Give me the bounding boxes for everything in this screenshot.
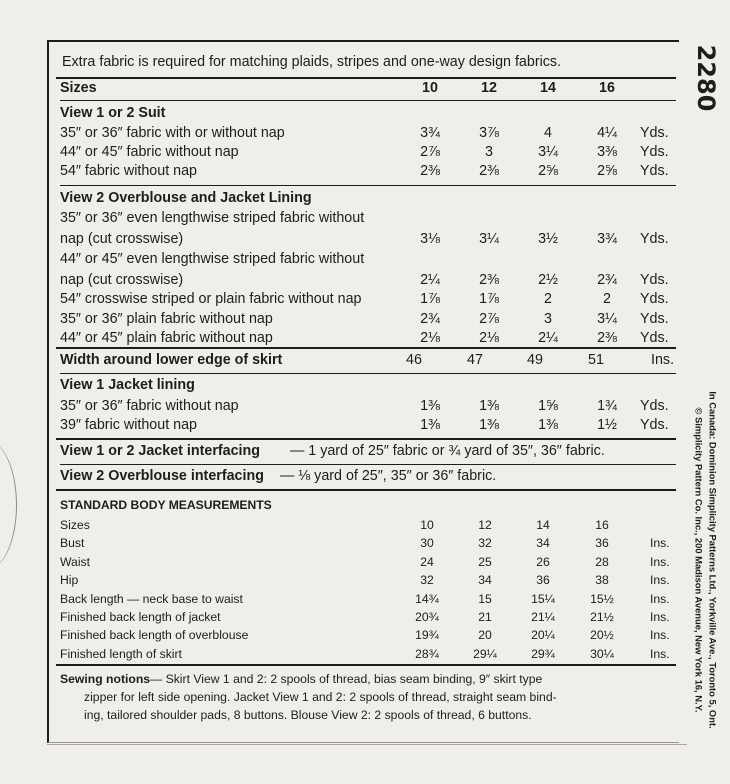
bottom-rule: [47, 744, 687, 745]
canada-line: In Canada: Dominion Simplicity Patterns Ltd., Yorkville Ave., Toronto 5, Ont.: [707, 391, 719, 729]
rule-interfacing2: [56, 489, 676, 491]
fabric-row-label: 54″ fabric without nap: [60, 163, 197, 179]
size-value: 47: [467, 352, 483, 368]
size-value: 32: [478, 536, 492, 551]
size-value: 15½: [590, 591, 614, 606]
size-value: 2⅜: [597, 330, 617, 346]
size-value: 34: [478, 573, 492, 588]
sizes-heading: Sizes: [60, 80, 97, 96]
fabric-row-label: 44″ or 45″ even lengthwise striped fabric without: [60, 250, 365, 267]
size-value: 14: [540, 80, 556, 96]
unit-yds: Yds.: [640, 310, 669, 327]
fabric-row-label: 35″ or 36″ fabric without nap: [60, 398, 239, 414]
size-value: 2⅜: [420, 163, 440, 179]
measurement-label: Hip: [60, 573, 79, 588]
size-value: 3¾: [597, 231, 617, 247]
rule-interfacing1: [60, 464, 676, 465]
size-value: 21½: [590, 610, 614, 624]
copyright-line: © Simplicity Pattern Co. Inc., 200 Madison Avenue, New York 16, N.Y.: [693, 407, 705, 713]
size-value: 20¼: [531, 628, 555, 643]
size-value: 49: [527, 352, 543, 368]
size-value: 2¼: [420, 271, 440, 288]
size-value: 14: [536, 518, 550, 532]
size-value: 38: [595, 573, 609, 588]
size-value: 2½: [538, 271, 558, 288]
size-value: 12: [481, 80, 497, 96]
notions-line: zipper for left side opening. Jacket View 1 and 2: 2 spools of thread, straight seam bind-: [84, 690, 557, 704]
size-value: 3⅛: [420, 231, 440, 247]
rule-top: [56, 77, 676, 79]
size-value: 21: [478, 610, 492, 624]
rule-body: [56, 664, 676, 666]
size-value: 30¼: [590, 646, 614, 661]
fabric-row-label: nap (cut crosswise): [60, 271, 184, 288]
size-value: 3¼: [597, 310, 617, 327]
size-value: 3¼: [479, 231, 499, 247]
unit-ins: Ins.: [650, 646, 670, 661]
size-value: 2⅛: [420, 330, 440, 346]
measurement-label: Finished length of skirt: [60, 646, 182, 661]
size-value: 2¼: [538, 330, 558, 346]
fabric-row-label: 44″ or 45″ plain fabric without nap: [60, 330, 273, 346]
unit-ins: Ins.: [650, 573, 670, 588]
size-value: 24: [420, 554, 434, 569]
unit-ins: Ins.: [650, 628, 670, 643]
size-value: 2: [544, 291, 552, 307]
unit-yds: Yds.: [640, 163, 669, 179]
envelope-curve: [0, 440, 17, 570]
size-value: 2⅝: [597, 163, 617, 179]
unit-yds: Yds.: [640, 398, 669, 414]
size-value: 1½: [597, 417, 617, 433]
fabric-row-label: 39″ fabric without nap: [60, 417, 197, 433]
fabric-row-label: 35″ or 36″ plain fabric without nap: [60, 310, 273, 327]
size-value: 3: [485, 144, 493, 160]
size-value: 25: [478, 554, 492, 569]
size-value: 28¾: [415, 646, 439, 661]
size-value: 20¾: [415, 610, 439, 624]
unit-ins: Ins.: [651, 352, 675, 368]
size-value: 2¾: [597, 271, 617, 288]
unit-ins: Ins.: [650, 554, 670, 569]
overblouse-interfacing-text: — ⅛ yard of 25″, 35″ or 36″ fabric.: [280, 468, 497, 484]
size-value: 29¼: [473, 646, 497, 661]
notions-line: — Skirt View 1 and 2: 2 spools of thread, bias seam binding, 9″ skirt type: [150, 672, 543, 686]
skirt-width-label: Width around lower edge of skirt: [60, 352, 283, 368]
body-measurements-heading: STANDARD BODY MEASUREMENTS: [60, 498, 272, 512]
size-value: 30: [420, 536, 434, 551]
size-value: 3½: [538, 231, 558, 247]
interfacing-text: — 1 yard of 25″ fabric or ¾ yard of 35″, 36″ fabric.: [290, 443, 605, 459]
unit-yds: Yds.: [640, 144, 669, 160]
size-value: 10: [420, 518, 434, 532]
unit-yds: Yds.: [640, 330, 669, 346]
unit-yds: Yds.: [640, 231, 669, 247]
measurement-label: Finished back length of overblouse: [60, 628, 249, 643]
rule-skirt: [60, 373, 676, 374]
size-value: 3: [544, 310, 552, 327]
size-value: 1⅝: [538, 398, 558, 414]
unit-yds: Yds.: [640, 125, 669, 141]
fabric-row-label: 44″ or 45″ fabric without nap: [60, 144, 239, 160]
size-value: 14¾: [415, 591, 439, 606]
fabric-row-label: 35″ or 36″ even lengthwise striped fabric without: [60, 210, 365, 226]
rule-lining: [56, 438, 676, 440]
size-value: 2: [603, 291, 611, 307]
unit-yds: Yds.: [640, 417, 669, 433]
fabric-row-label: nap (cut crosswise): [60, 231, 184, 247]
size-value: 20: [478, 628, 492, 643]
size-value: 51: [588, 352, 604, 368]
fabric-note: Extra fabric is required for matching plaids, stripes and one-way design fabrics.: [62, 54, 562, 70]
rule-suit: [60, 185, 676, 186]
unit-ins: Ins.: [650, 610, 670, 624]
size-value: 15: [478, 591, 492, 606]
size-value: 34: [536, 536, 550, 551]
measurement-label: Waist: [60, 554, 91, 569]
size-value: 21¼: [531, 610, 555, 624]
rule-overblouse: [56, 347, 676, 349]
size-value: 2⅜: [479, 271, 499, 288]
size-value: 16: [595, 518, 609, 532]
size-value: 20½: [590, 628, 614, 643]
size-value: 26: [536, 554, 550, 569]
measurement-label: Sizes: [60, 518, 90, 532]
size-value: 1⅜: [479, 398, 499, 414]
measurement-label: Back length — neck base to waist: [60, 591, 243, 606]
size-value: 36: [536, 573, 550, 588]
size-value: 1⅞: [479, 291, 499, 307]
interfacing-heading: View 1 or 2 Jacket interfacing: [60, 443, 260, 459]
size-value: 36: [595, 536, 609, 551]
size-value: 3¼: [538, 144, 558, 160]
size-value: 2⅝: [538, 163, 558, 179]
overblouse-interfacing-heading: View 2 Overblouse interfacing: [60, 468, 264, 484]
section-heading-lining: View 1 Jacket lining: [60, 377, 195, 393]
rule-sizes: [60, 100, 676, 101]
size-value: 12: [478, 518, 492, 532]
unit-ins: Ins.: [650, 536, 670, 551]
fabric-row-label: 54″ crosswise striped or plain fabric without nap: [60, 291, 362, 307]
size-value: 2⅛: [479, 330, 499, 346]
size-value: 4: [544, 125, 552, 141]
size-value: 46: [406, 352, 422, 368]
size-value: 32: [420, 573, 434, 588]
unit-yds: Yds.: [640, 291, 669, 307]
unit-ins: Ins.: [650, 591, 670, 606]
notions-heading: Sewing notions: [60, 672, 151, 686]
measurement-label: Bust: [60, 536, 85, 551]
size-value: 1⅜: [538, 417, 558, 433]
unit-yds: Yds.: [640, 271, 669, 288]
pattern-number: 2280: [692, 44, 720, 112]
size-value: 3¾: [420, 125, 440, 141]
size-value: 4¼: [597, 125, 617, 141]
size-value: 15¼: [531, 591, 555, 606]
size-value: 2⅜: [479, 163, 499, 179]
size-value: 3⅞: [479, 125, 499, 141]
section-heading-suit: View 1 or 2 Suit: [60, 105, 166, 121]
size-value: 1⅜: [420, 398, 440, 414]
size-value: 2¾: [420, 310, 440, 327]
size-value: 1¾: [597, 398, 617, 414]
size-value: 1⅜: [420, 417, 440, 433]
size-value: 1⅞: [420, 291, 440, 307]
fabric-row-label: 35″ or 36″ fabric with or without nap: [60, 125, 285, 141]
size-value: 2⅞: [420, 144, 440, 160]
size-value: 1⅜: [479, 417, 499, 433]
size-value: 2⅞: [479, 310, 499, 327]
size-value: 16: [599, 80, 615, 96]
size-value: 19¾: [415, 628, 439, 643]
size-value: 10: [422, 80, 438, 96]
measurement-label: Finished back length of jacket: [60, 610, 221, 624]
size-value: 29¾: [531, 646, 555, 661]
section-heading-overblouse: View 2 Overblouse and Jacket Lining: [60, 190, 312, 206]
size-value: 3⅜: [597, 144, 617, 160]
notions-line: ing, tailored shoulder pads, 8 buttons. Blouse View 2: 2 spools of thread, 6 buttons.: [84, 708, 532, 722]
size-value: 28: [595, 554, 609, 569]
